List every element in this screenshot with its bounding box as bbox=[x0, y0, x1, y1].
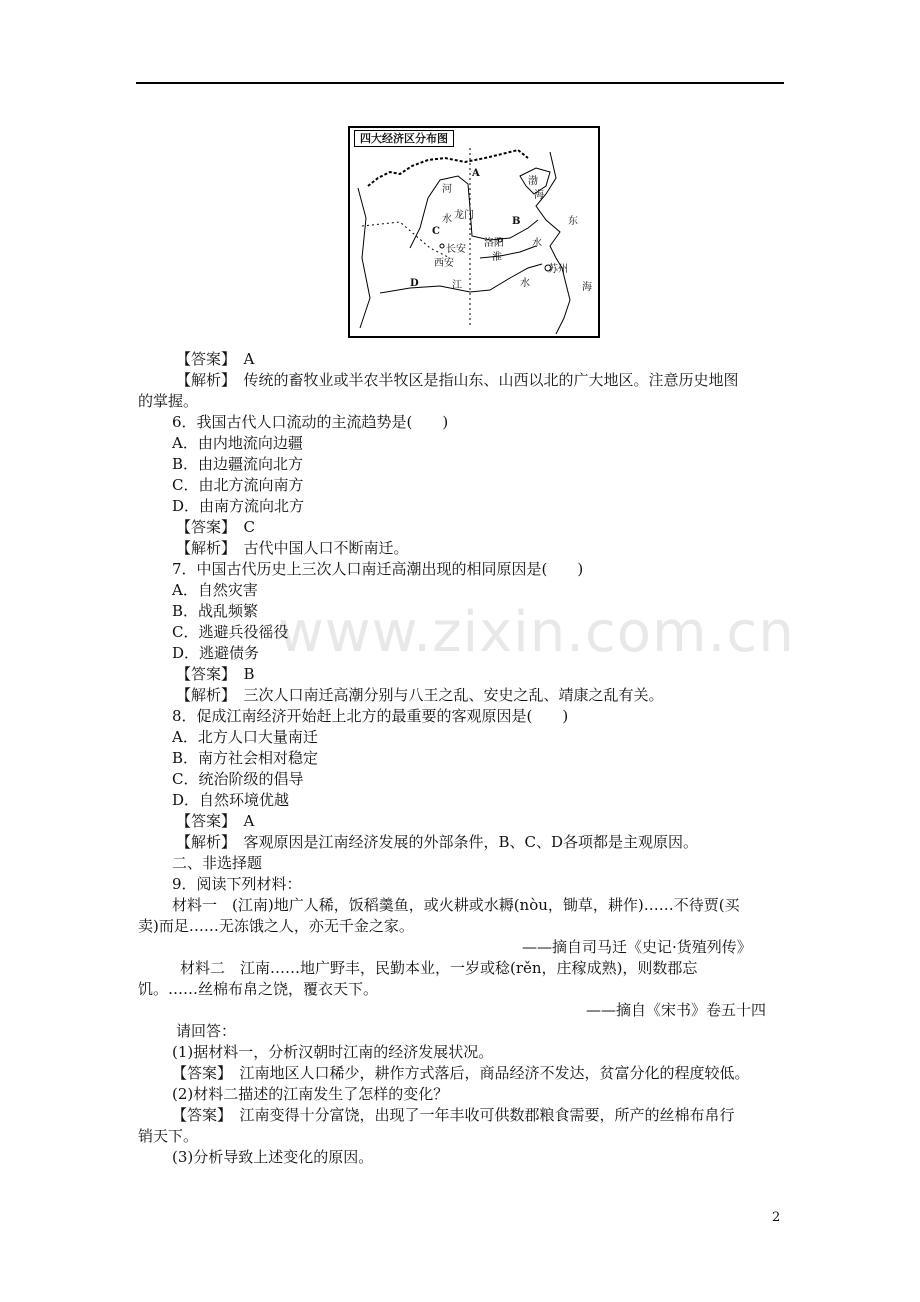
question-6: 6．我国古代人口流动的主流趋势是( ) bbox=[172, 413, 449, 431]
material-2-cont: 饥。……丝棉布帛之饶，覆衣天下。 bbox=[138, 980, 379, 998]
answer-6: 【答案】 C bbox=[176, 518, 255, 536]
map-label-shui: 水 bbox=[442, 214, 452, 225]
map-label-xian: 西安 bbox=[434, 258, 454, 269]
analysis-6: 【解析】 古代中国人口不断南迁。 bbox=[176, 539, 409, 557]
map-label-jiang: 江 bbox=[452, 280, 462, 291]
material-1-source: ——摘自司马迁《史记·货殖列传》 bbox=[522, 938, 752, 956]
subquestion-2: (2)材料二描述的江南发生了怎样的变化？ bbox=[172, 1085, 449, 1103]
answer-7: 【答案】 B bbox=[176, 665, 255, 683]
answer-sub-2-cont: 销天下。 bbox=[138, 1127, 199, 1145]
answer-sub-2: 【答案】 江南变得十分富饶，出现了一年丰收可供数郡粮食需要，所产的丝棉布帛行 bbox=[172, 1106, 735, 1124]
question-8: 8．促成江南经济开始赶上北方的最重要的客观原因是( ) bbox=[172, 707, 569, 725]
option-7d: D．逃避债务 bbox=[172, 644, 260, 662]
map-title: 四大经济区分布图 bbox=[354, 130, 454, 147]
option-6d: D．由南方流向北方 bbox=[172, 497, 305, 515]
page-number: 2 bbox=[772, 1210, 781, 1225]
map-label-hai2: 海 bbox=[582, 282, 592, 293]
option-6b: B．由边疆流向北方 bbox=[172, 455, 304, 473]
map-label-he: 河 bbox=[442, 184, 452, 195]
subquestion-3: (3)分析导致上述变化的原因。 bbox=[172, 1148, 374, 1166]
option-6c: C．由北方流向南方 bbox=[172, 476, 304, 494]
map-label-b: B bbox=[512, 216, 521, 227]
option-8d: D．自然环境优越 bbox=[172, 791, 290, 809]
answer-8: 【答案】 A bbox=[176, 812, 255, 830]
option-7b: B．战乱频繁 bbox=[172, 602, 259, 620]
analysis-5-cont: 的掌握。 bbox=[138, 392, 199, 410]
material-2: 材料二 江南……地广野丰，民勤本业，一岁或稔(rěn，庄稼成熟)，则数郡忘 bbox=[180, 959, 698, 977]
map-label-hai: 海 bbox=[534, 190, 544, 201]
option-7c: C．逃避兵役徭役 bbox=[172, 623, 289, 641]
material-1-cont: 卖)而足……无冻饿之人，亦无千金之家。 bbox=[138, 917, 414, 935]
option-8b: B．南方社会相对稳定 bbox=[172, 749, 319, 767]
answer-sub-1: 【答案】 江南地区人口稀少，耕作方式落后，商品经济不发达，贫富分化的程度较低。 bbox=[172, 1064, 750, 1082]
map-label-shui3: 水 bbox=[520, 278, 530, 289]
material-2-source: ——摘自《宋书》卷五十四 bbox=[586, 1001, 767, 1019]
subquestion-1: (1)据材料一，分析汉朝时江南的经济发展状况。 bbox=[172, 1043, 494, 1061]
section-heading: 二、非选择题 bbox=[172, 854, 263, 872]
map-label-bo: 渤 bbox=[528, 176, 538, 187]
option-8a: A．北方人口大量南迁 bbox=[172, 728, 318, 746]
analysis-7: 【解析】 三次人口南迁高潮分别与八王之乱、安史之乱、靖康之乱有关。 bbox=[176, 686, 664, 704]
option-6a: A．由内地流向边疆 bbox=[172, 434, 303, 452]
map-label-c: C bbox=[432, 226, 440, 237]
analysis-5: 【解析】 传统的畜牧业或半农半牧区是指山东、山西以北的广大地区。注意历史地图 bbox=[176, 371, 739, 389]
map-label-dong: 东 bbox=[568, 216, 578, 227]
answer-5: 【答案】 A bbox=[176, 350, 255, 368]
analysis-8: 【解析】 客观原因是江南经济发展的外部条件，B、C、D各项都是主观原因。 bbox=[176, 833, 699, 851]
map-label-luoyang: 洛阳 bbox=[484, 238, 504, 249]
map-label-huai: 淮 bbox=[492, 252, 502, 263]
map-label-d: D bbox=[410, 278, 419, 289]
material-1: 材料一 (江南)地广人稀，饭稻羹鱼，或火耕或水耨(nòu，锄草，耕作)……不待贾(买 bbox=[172, 896, 740, 914]
option-8c: C．统治阶级的倡导 bbox=[172, 770, 304, 788]
option-7a: A．自然灾害 bbox=[172, 581, 258, 599]
watermark: www.zixin.com.cn bbox=[278, 600, 795, 665]
question-7: 7．中国古代历史上三次人口南迁高潮出现的相同原因是( ) bbox=[172, 560, 584, 578]
please-answer: 请回答： bbox=[176, 1022, 237, 1040]
map-label-longmen: 龙门 bbox=[454, 210, 474, 221]
map-label-a: A bbox=[472, 168, 480, 179]
map-label-suzhou: 苏州 bbox=[548, 264, 568, 275]
map-label-changan: 长安 bbox=[446, 244, 466, 255]
question-9: 9．阅读下列材料： bbox=[172, 875, 302, 893]
map-label-shui2: 水 bbox=[532, 238, 542, 249]
